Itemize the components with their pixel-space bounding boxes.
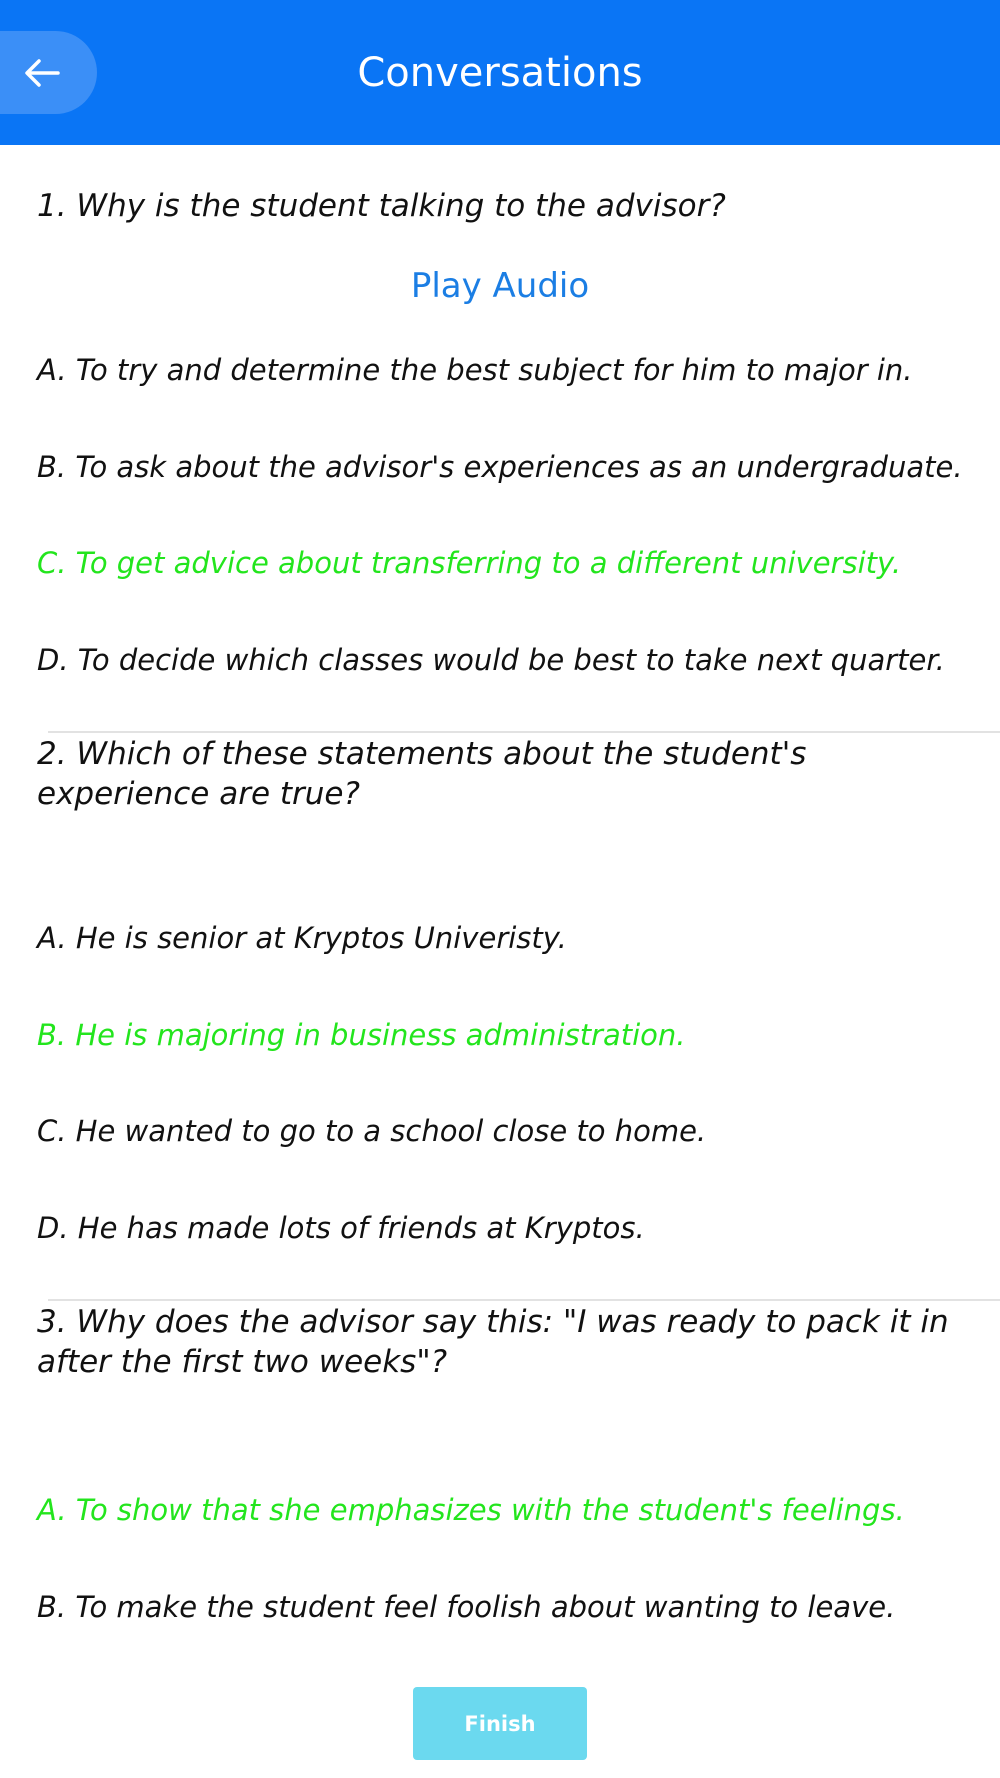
question-2-option-b[interactable]: B. He is majoring in business administration. (37, 1018, 686, 1052)
question-1-option-c[interactable]: C. To get advice about transferring to a different university. (37, 546, 902, 580)
question-1-text: 1. Why is the student talking to the advisor? (37, 188, 726, 224)
question-1-option-d[interactable]: D. To decide which classes would be best to take next quarter. (37, 643, 945, 677)
question-1-option-b[interactable]: B. To ask about the advisor's experiences as an undergraduate. (37, 450, 963, 484)
play-audio-button[interactable]: Play Audio (410, 266, 590, 306)
question-2-option-a[interactable]: A. He is senior at Kryptos Univeristy. (37, 921, 567, 955)
page-title: Conversations (357, 50, 643, 96)
header-bar (0, 0, 1000, 145)
divider (48, 1299, 1000, 1301)
question-3-option-a[interactable]: A. To show that she emphasizes with the student's feelings. (37, 1493, 905, 1527)
finish-button[interactable]: Finish (413, 1687, 587, 1760)
question-2-text: 2. Which of these statements about the student's experience are true? (37, 736, 807, 812)
question-2-option-d[interactable]: D. He has made lots of friends at Kryptos. (37, 1211, 645, 1245)
question-3-text: 3. Why does the advisor say this: "I was ready to pack it in after the first two weeks"? (37, 1304, 949, 1380)
question-3-option-b[interactable]: B. To make the student feel foolish about wanting to leave. (37, 1590, 896, 1624)
question-1-option-a[interactable]: A. To try and determine the best subject for him to major in. (37, 353, 913, 387)
question-2-option-c[interactable]: C. He wanted to go to a school close to home. (37, 1114, 707, 1148)
divider (48, 731, 1000, 733)
